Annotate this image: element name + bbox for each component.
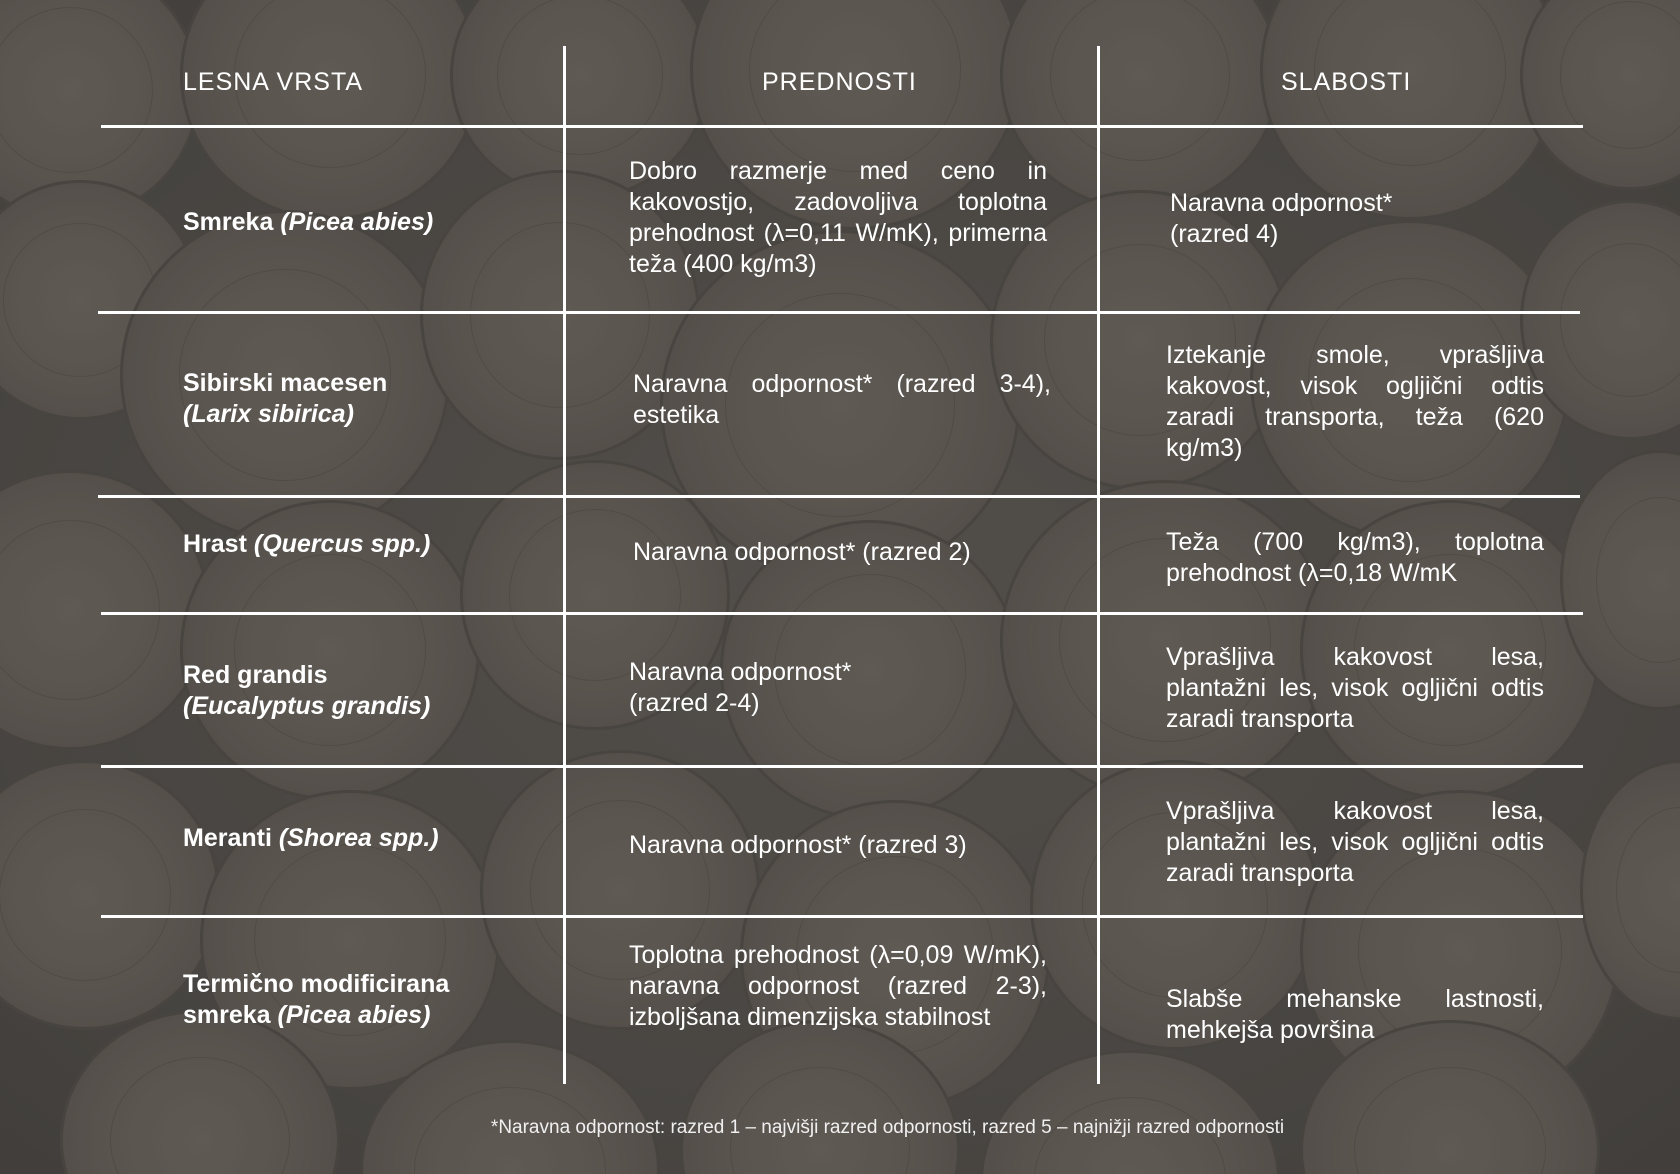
- species-latin: (Eucalyptus grandis): [183, 692, 431, 720]
- table-row-species: [183, 823, 523, 854]
- table-row-pros: Naravna odpornost* (razred 3): [629, 831, 967, 859]
- row-divider: [98, 311, 1580, 314]
- species-latin: (Picea abies): [277, 1001, 431, 1029]
- species-name: Sibirski macesen: [183, 369, 388, 397]
- species-latin: (Shorea spp.): [278, 824, 439, 852]
- column-divider-1: [563, 46, 566, 1084]
- table-row-cons: Teža (700 kg/m3), toplotna prehodnost (λ=0,18 W/mK: [1166, 528, 1544, 587]
- table-row-species: [183, 368, 523, 430]
- column-divider-2: [1097, 46, 1100, 1084]
- table-row-species: [183, 969, 523, 1031]
- table-row-species: [183, 529, 523, 560]
- table-row-species: [183, 207, 513, 238]
- species-latin: (Larix sibirica): [183, 400, 354, 428]
- row-divider: [101, 125, 1583, 128]
- table-row-pros: Naravna odpornost* (razred 3-4), estetika: [633, 370, 1051, 429]
- row-divider: [101, 915, 1583, 918]
- row-divider: [98, 495, 1580, 498]
- table-row-pros: Naravna odpornost* (razred 2): [633, 538, 971, 566]
- table-row-cons: Iztekanje smole, vprašljiva kakovost, visok ogljični odtis zaradi transporta, teža (620 kg/m3): [1166, 341, 1544, 462]
- table-row-pros: Toplotna prehodnost (λ=0,09 W/mK), naravna odpornost (razred 2-3), izboljšana dimenzijska stabilnost: [629, 941, 1047, 1031]
- species-name-line2: smreka: [183, 1001, 271, 1029]
- footnote: *Naravna odpornost: razred 1 – najvišji razred odpornosti, razred 5 – najnižji razred odpornosti: [490, 1117, 1285, 1138]
- table-row-species: [183, 660, 523, 722]
- header-pros: PREDNOSTI: [762, 68, 917, 96]
- table-row-pros: Naravna odpornost* (razred 2-4): [629, 658, 852, 717]
- table-row-cons: Slabše mehanske lastnosti, mehkejša površina: [1166, 985, 1544, 1044]
- header-cons: SLABOSTI: [1281, 68, 1412, 96]
- table-row-cons: Naravna odpornost* (razred 4): [1170, 189, 1393, 248]
- species-latin: (Picea abies): [280, 208, 434, 236]
- table-row-cons: Vprašljiva kakovost lesa, plantažni les, visok ogljični odtis zaradi transporta: [1166, 643, 1544, 733]
- table-row-cons: Vprašljiva kakovost lesa, plantažni les, visok ogljični odtis zaradi transporta: [1166, 797, 1544, 887]
- row-divider: [101, 765, 1583, 768]
- header-species: LESNA VRSTA: [183, 68, 364, 96]
- row-divider: [101, 612, 1583, 615]
- table-row-pros: Dobro razmerje med ceno in kakovostjo, zadovoljiva toplotna prehodnost (λ=0,11 W/mK), primerna teža (400 kg/m3): [629, 157, 1047, 278]
- species-latin: (Quercus spp.): [253, 530, 431, 558]
- species-name: Red grandis: [183, 661, 328, 689]
- species-name: Meranti: [183, 824, 272, 852]
- species-name: Termično modificirana: [183, 970, 450, 998]
- species-name: Smreka: [183, 208, 274, 236]
- species-name: Hrast: [183, 530, 247, 558]
